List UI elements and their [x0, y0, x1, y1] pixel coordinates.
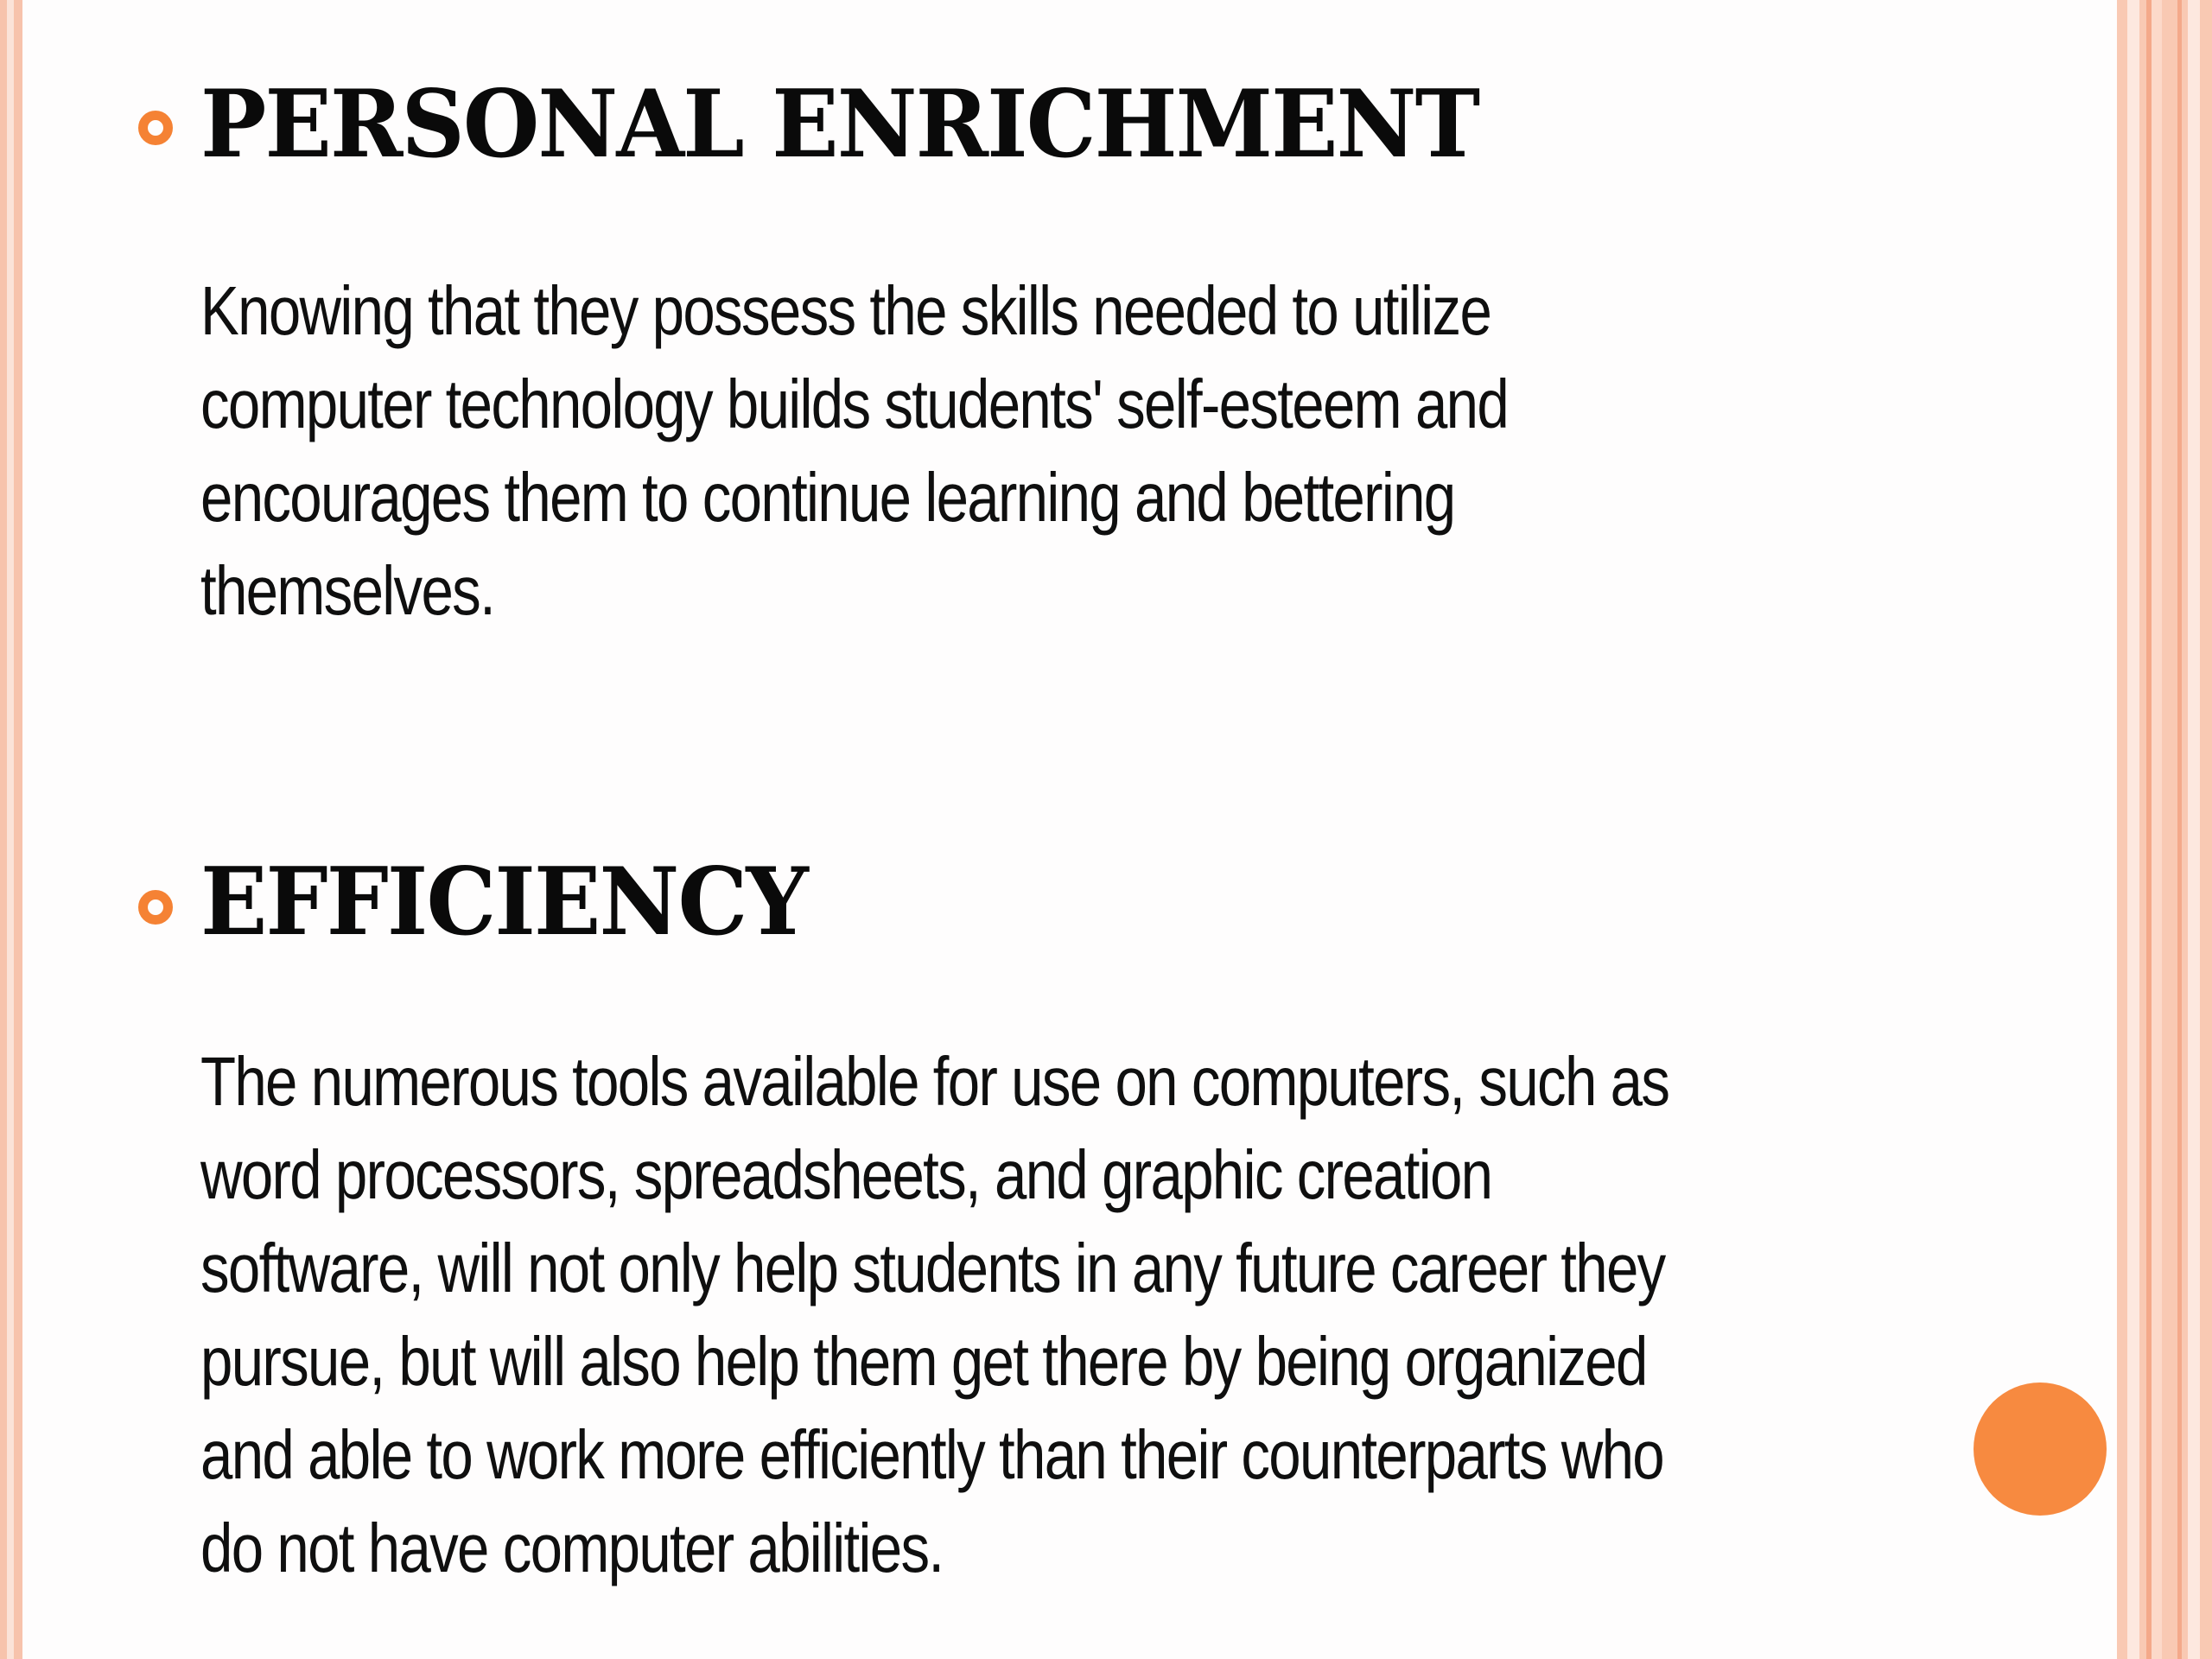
body-line: do not have computer abilities. — [200, 1510, 944, 1586]
body-line: encourages them to continue learning and bettering — [200, 459, 1455, 536]
right-border-light-stripe — [2188, 0, 2200, 1659]
body-line: Knowing that they possess the skills needed to utilize — [200, 272, 1491, 349]
ring-bullet-icon — [138, 111, 173, 145]
right-border-light-stripe — [2152, 0, 2162, 1659]
right-border-line — [2177, 0, 2182, 1659]
section-heading-personal-enrichment: PERSONAL ENRICHMENT — [200, 70, 1479, 179]
body-line: and able to work more efficiently than their counterparts who — [200, 1416, 1663, 1493]
ring-bullet-icon — [138, 890, 173, 925]
body-line: computer technology builds students' self-esteem and — [200, 365, 1509, 442]
left-border-inner-stripe — [7, 0, 14, 1659]
section-heading-efficiency: EFFICIENCY — [200, 848, 807, 957]
section-body-personal-enrichment — [200, 264, 1508, 638]
section-body-efficiency — [200, 1035, 1669, 1595]
body-line: The numerous tools available for use on computers, such as — [200, 1043, 1669, 1120]
body-line: software, will not only help students in any future career they — [200, 1230, 1665, 1306]
orange-circle-decoration — [1974, 1382, 2107, 1516]
body-line: word processors, spreadsheets, and graphic creation — [200, 1136, 1492, 1213]
right-border-light-stripe — [2127, 0, 2139, 1659]
body-line: themselves. — [200, 552, 495, 629]
body-line: pursue, but will also help them get there by being organized — [200, 1323, 1647, 1400]
